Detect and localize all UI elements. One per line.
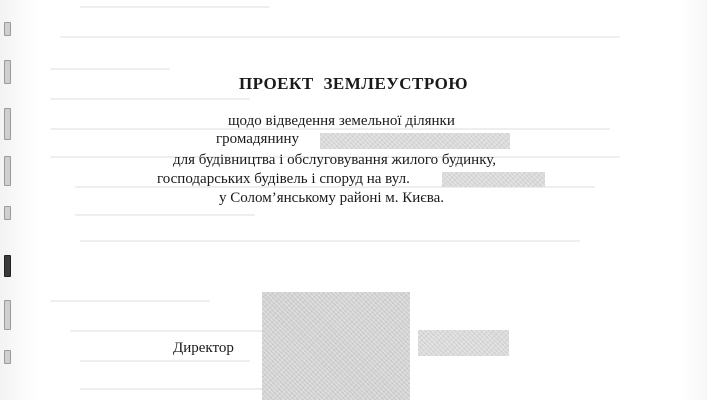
bleed-through-line bbox=[50, 98, 250, 100]
binding-hole bbox=[4, 156, 11, 186]
redacted-signature bbox=[262, 292, 410, 400]
bleed-through-line bbox=[60, 36, 620, 38]
district-line: у Солом’янському районі м. Києва. bbox=[219, 190, 445, 206]
director-label: Директор bbox=[173, 340, 234, 356]
binding-hole bbox=[4, 300, 11, 330]
document-title: ПРОЕКТ ЗЕМЛЕУСТРОЮ bbox=[238, 74, 469, 93]
bleed-through-line bbox=[80, 6, 270, 8]
redacted-director-name bbox=[418, 330, 509, 356]
bleed-through-line bbox=[70, 330, 270, 332]
bleed-through-line bbox=[50, 68, 170, 70]
bleed-through-line bbox=[80, 388, 270, 390]
bleed-through-line bbox=[50, 300, 210, 302]
binding-hole bbox=[4, 350, 11, 364]
binding-hole bbox=[4, 206, 11, 220]
subject-line: щодо відведення земельної ділянки bbox=[228, 113, 455, 129]
binding-hole bbox=[4, 255, 11, 277]
purpose-line: для будівництва і обслуговування жилого будинку, bbox=[173, 152, 497, 168]
citizen-line: громадянину bbox=[216, 131, 300, 147]
bleed-through-line bbox=[75, 214, 255, 216]
redacted-name bbox=[320, 133, 510, 149]
street-line: господарських будівель і споруд на вул. bbox=[157, 171, 410, 187]
binding-hole bbox=[4, 108, 11, 140]
bleed-through-line bbox=[80, 360, 250, 362]
binding-hole bbox=[4, 22, 11, 36]
bleed-through-line bbox=[80, 240, 580, 242]
redacted-street bbox=[442, 172, 545, 187]
